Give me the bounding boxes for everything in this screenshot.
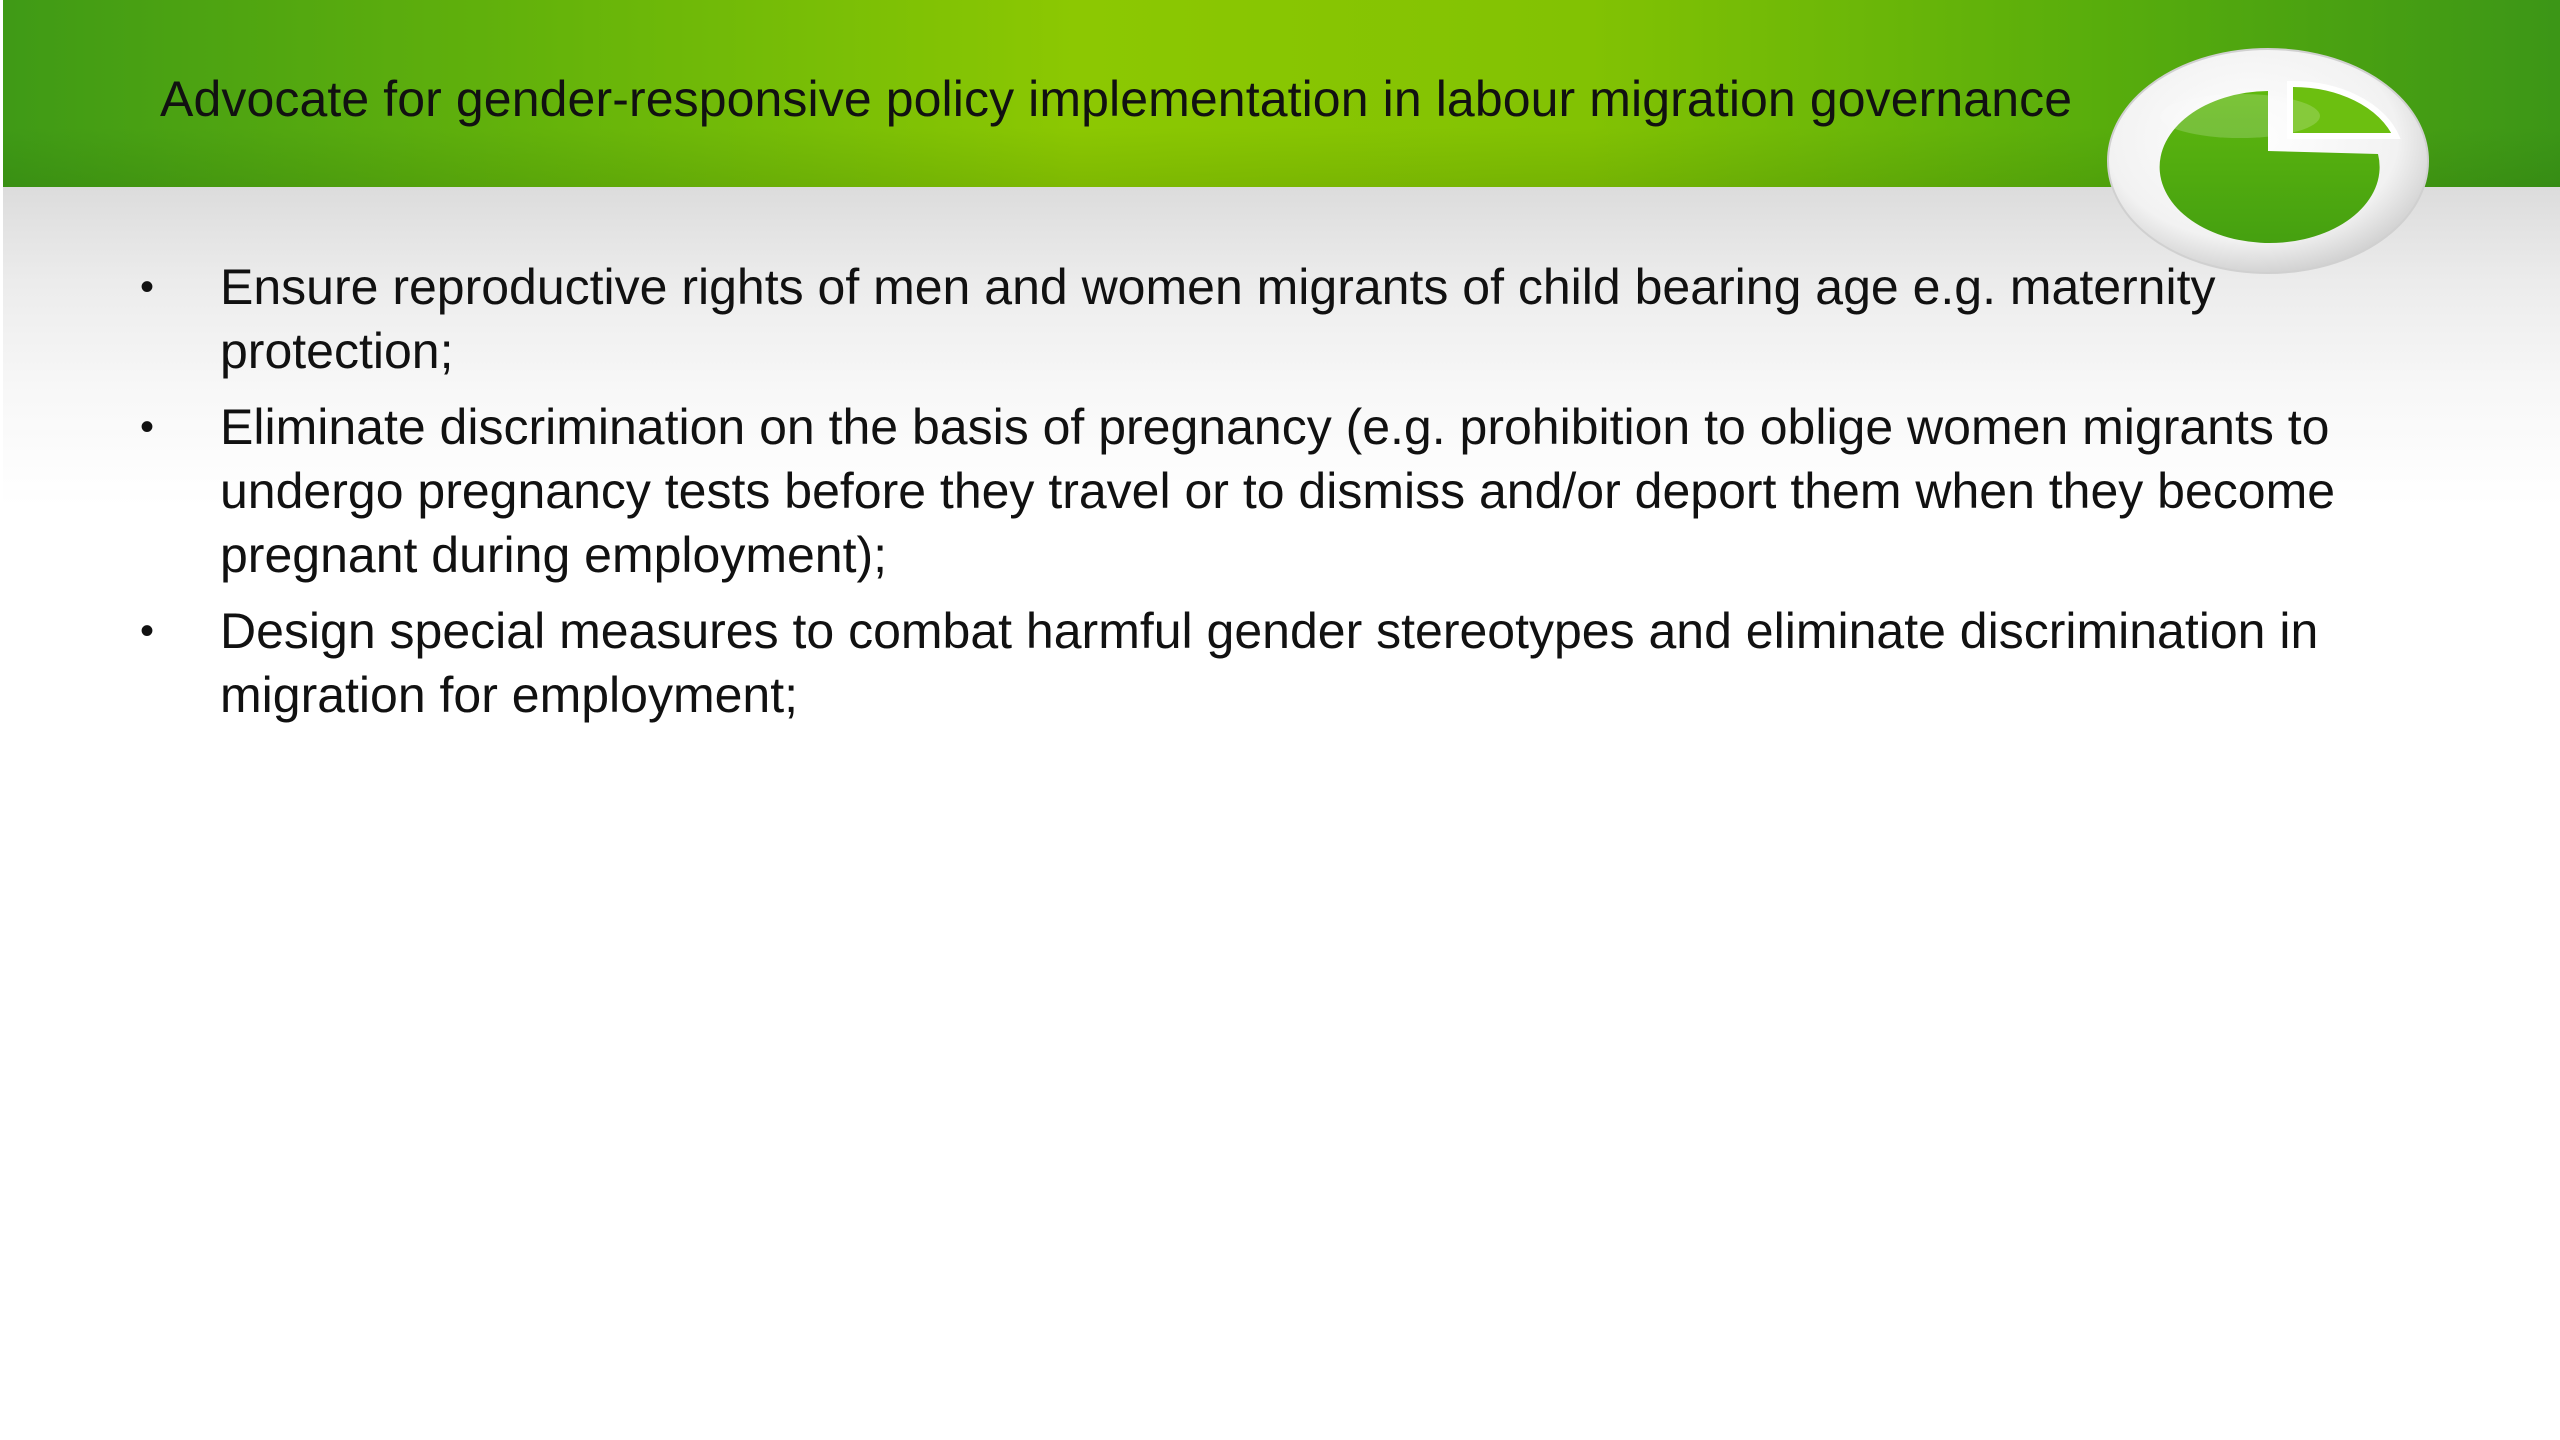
bullet-dot: • [140, 405, 155, 449]
bullet-dot: • [140, 609, 155, 653]
bullet-item [140, 395, 2430, 587]
bullet-text: Eliminate discrimination on the basis of pregnancy (e.g. prohibition to oblige women migrants to undergo pregnancy tests before they travel or to dismiss and/or deport them when they become pregnant during employment); [220, 399, 2336, 583]
bullet-text: Ensure reproductive rights of men and women migrants of child bearing age e.g. maternity protection; [220, 259, 2216, 379]
bullet-text: Design special measures to combat harmful gender stereotypes and eliminate discrimination in migration for employment; [220, 603, 2319, 723]
bullet-dot: • [140, 265, 155, 309]
bullet-item [140, 255, 2430, 383]
bullet-item [140, 599, 2430, 727]
bullet-list [140, 255, 2430, 739]
slide-title: Advocate for gender-responsive policy implementation in labour migration governance [160, 71, 2073, 127]
pie-chart-logo-icon [2090, 36, 2460, 286]
